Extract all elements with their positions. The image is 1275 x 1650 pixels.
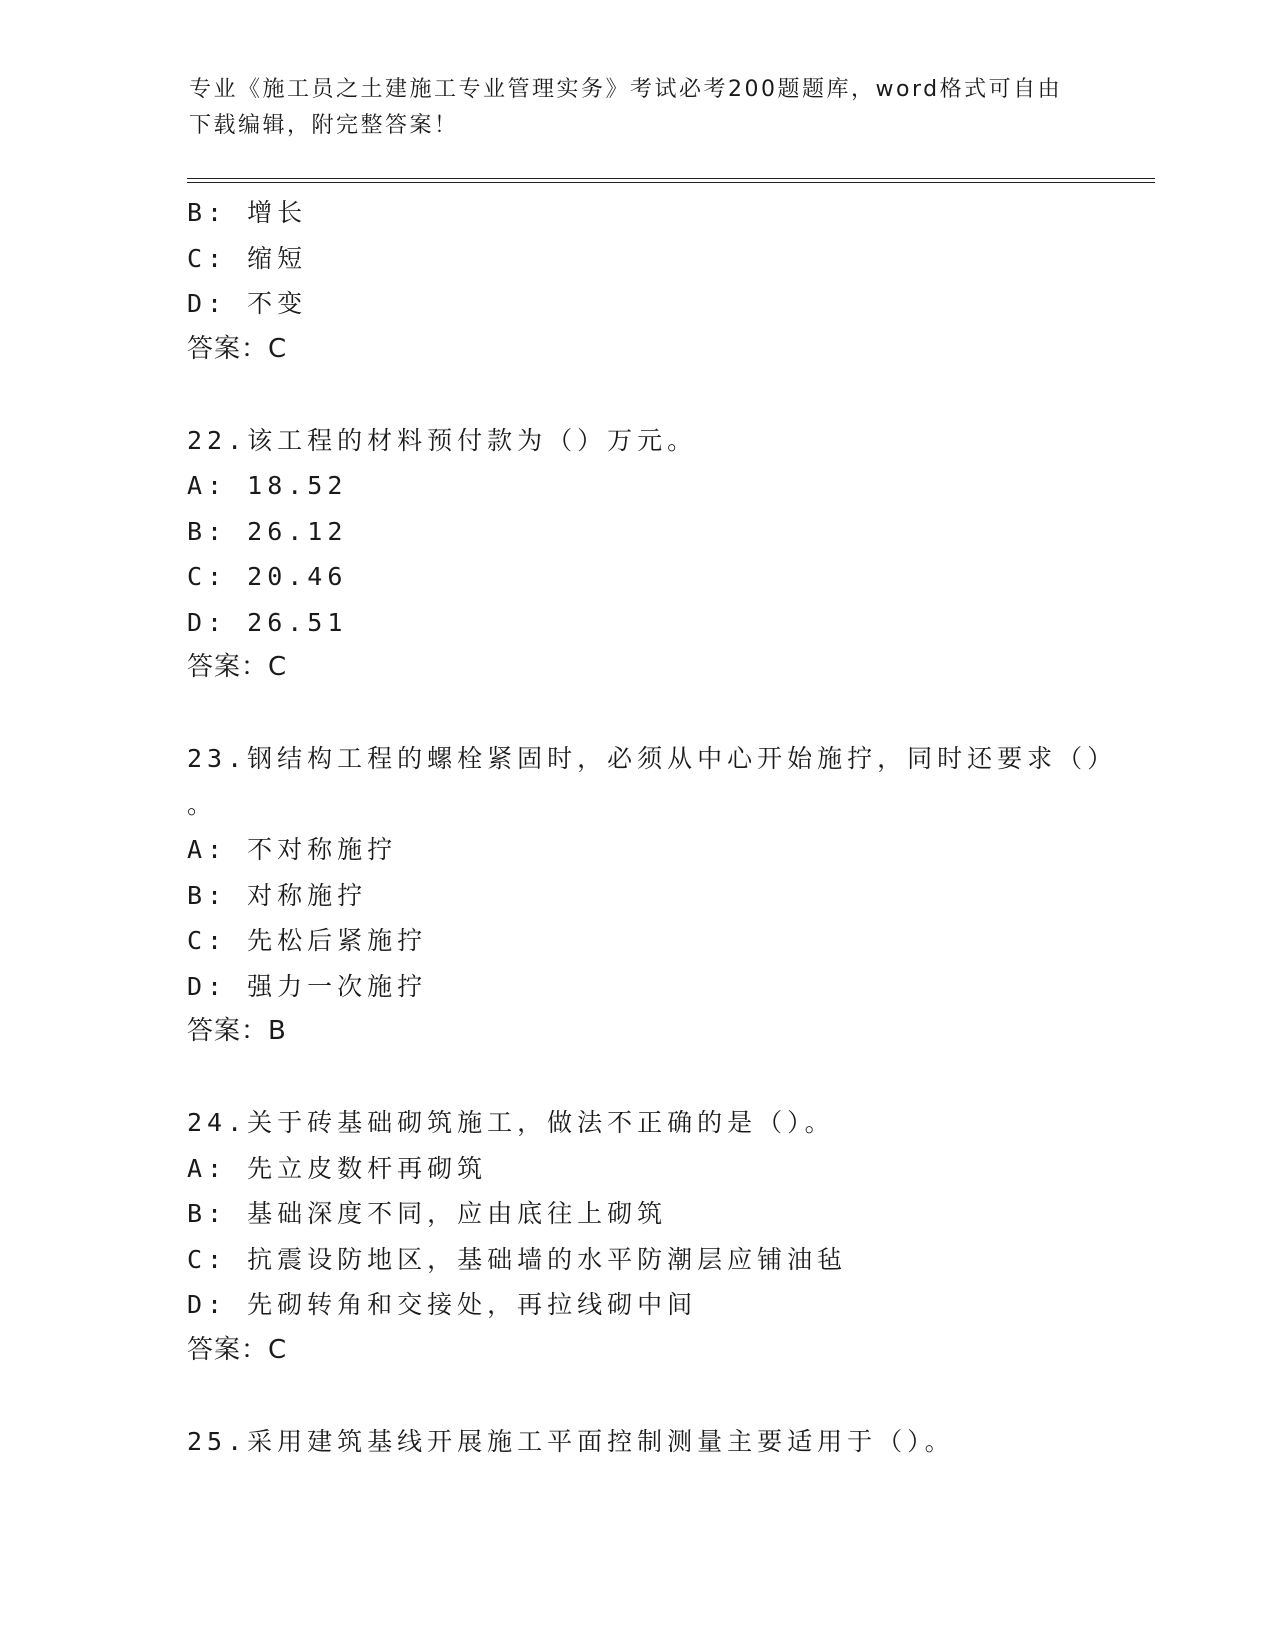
spacer bbox=[187, 1373, 1087, 1419]
q21-option-c: C: 缩短 bbox=[187, 243, 308, 273]
q23-answer: 答案：B bbox=[187, 1016, 287, 1046]
q21-option-b: B: 增长 bbox=[187, 198, 308, 227]
q22-option-d: D: 26.51 bbox=[187, 607, 348, 637]
q21-answer: 答案：C bbox=[187, 333, 288, 364]
question-list bbox=[187, 190, 1118, 1464]
header-line-2: 下载编辑，附完整答案！ bbox=[189, 113, 459, 138]
q21-option-d: D: 不变 bbox=[187, 289, 308, 318]
header-line-1: 专业《施工员之土建施工专业管理实务》考试必考200题题库，word格式可自由 bbox=[189, 77, 1063, 102]
q24-option-a: A: 先立皮数杆再砌筑 bbox=[187, 1153, 488, 1183]
q22-option-a: A: 18.52 bbox=[187, 471, 348, 500]
q23-option-c: C: 先松后紧施拧 bbox=[187, 926, 428, 955]
spacer bbox=[187, 372, 1087, 418]
q22-question: 22.该工程的材料预付款为（）万元。 bbox=[187, 425, 698, 455]
q24-answer: 答案：C bbox=[187, 1334, 288, 1365]
document-header bbox=[189, 72, 1069, 144]
q24-option-b: B: 基础深度不同，应由底往上砌筑 bbox=[187, 1199, 668, 1228]
q24-option-c: C: 抗震设防地区，基础墙的水平防潮层应铺油毡 bbox=[187, 1244, 848, 1274]
spacer bbox=[187, 1055, 1087, 1101]
spacer bbox=[187, 691, 1087, 737]
q23-option-a: A: 不对称施拧 bbox=[187, 835, 398, 864]
q23-question: 23.钢结构工程的螺栓紧固时，必须从中心开始施拧，同时还要求（） bbox=[187, 744, 1118, 773]
q23-question-continuation: 。 bbox=[187, 789, 213, 819]
q24-option-d: D: 先砌转角和交接处，再拉线砌中间 bbox=[187, 1290, 698, 1319]
q24-question: 24.关于砖基础砌筑施工，做法不正确的是（）。 bbox=[187, 1108, 835, 1137]
q25-question: 25.采用建筑基线开展施工平面控制测量主要适用于（）。 bbox=[187, 1426, 955, 1456]
header-divider bbox=[187, 178, 1155, 183]
q22-answer: 答案：C bbox=[187, 652, 288, 682]
q23-option-b: B: 对称施拧 bbox=[187, 880, 368, 910]
q23-option-d: D: 强力一次施拧 bbox=[187, 971, 428, 1001]
q22-option-c: C: 20.46 bbox=[187, 562, 348, 591]
q22-option-b: B: 26.12 bbox=[187, 516, 348, 546]
